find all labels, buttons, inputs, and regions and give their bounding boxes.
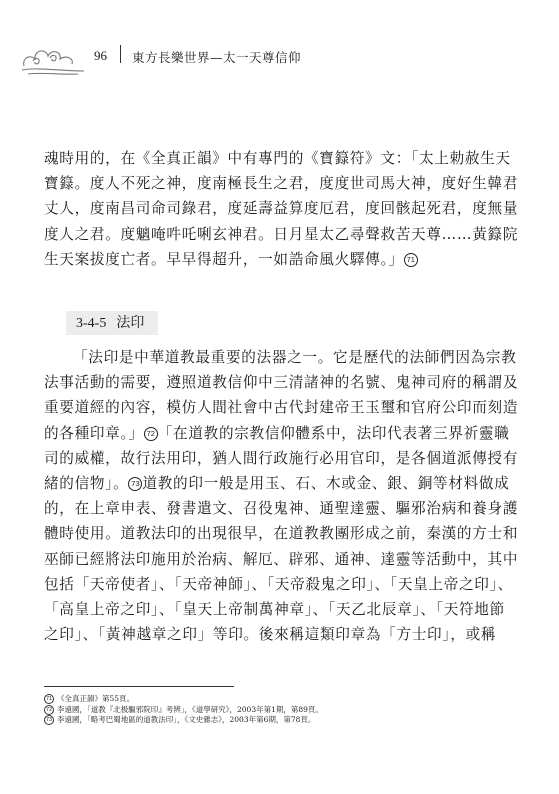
footnote-ref[interactable]: 73 [128, 477, 142, 491]
paragraph-text: 道教的印一般是用玉、石、木或金、銀、銅等材料做成的，在上章申表、發書遣文、召役鬼神、通聖達靈、驅邪治病和養身護體時使用。道教法印的出現很早，在道教教團形成之前，秦漢的方士和巫師已經將法印施用於治病、解厄、辟邪、通神、達靈等活動中，其中包括「天帝使者」、「天帝神師」、「天帝殺鬼之印」、「天皇上帝之印」、「高皇上帝之印」、「皇天上帝制萬神章」、「天乙北辰章」、「天符地節之印」、「黃神越章之印」等印。後來稱這類印章為「方士印」，或稱 [44, 475, 519, 644]
footnote-number: 72 [45, 706, 53, 713]
paragraph-1 [44, 146, 519, 272]
section-title: 法印 [116, 315, 145, 331]
paragraph-text: 「法印是中華道教最重要的法器之一。它是歷代的法師們因為宗教法事活動的需要，遵照道教信仰中三清諸神的名號、鬼神司府的稱謂及重要道經的內容，模仿人間社會中古代封建帝王玉璽和官府公印而刻造的各種印章。」 [44, 349, 519, 442]
footnote-text: 李遠國，「道教『北极驅邪院印』考辨」，《道學研究》，2003年第1期，第89頁。 [57, 704, 323, 714]
cloud-ornament-icon [20, 40, 86, 76]
footnote-number: 73 [45, 717, 53, 723]
footnote-item [44, 705, 323, 716]
footnote-text: 《全真正韻》第55頁。 [57, 694, 135, 703]
footnote-ref[interactable]: 71 [404, 253, 418, 267]
footnote-text: 李遠國，「略考巴蜀地區的道教法印」，《文史雜志》，2003年第6期，第78頁。 [57, 715, 316, 724]
paragraph-2 [44, 345, 519, 647]
running-header [20, 40, 540, 70]
footnote-ref[interactable]: 72 [144, 427, 158, 441]
footnotes [44, 694, 323, 726]
section-heading [66, 311, 158, 335]
footnote-number: 71 [45, 696, 53, 702]
page-number: 96 [94, 48, 107, 63]
book-title: 東方長樂世界—太一天尊信仰 [132, 50, 302, 65]
paragraph-text: 魂時用的，在《全真正韻》中有專門的《寶籙符》文：「太上勅赦生天寶籙。度人不死之神，度南極長生之君，度度世司馬大神，度好生韓君丈人，度南昌司命司錄君，度延壽益算度厄君，度回骸起死君，度無量度人之君。度魑唵吽吒唎玄神君。日月星太乙尋聲救苦天尊……黃籙院生天案拔度亡者。早早得超升，一如誥命風火驛傳。」 [44, 150, 519, 268]
paragraph-text: 「在道教的宗教信仰體系中，法印代表著三界祈靈職司的威權，故行法用印，猶人間行政施行必用官印，是各個道派傳授有緒的信物」。 [44, 424, 519, 493]
section-number: 3-4-5 [76, 316, 107, 331]
footnote-item [44, 694, 323, 705]
header-separator [120, 45, 121, 63]
footnote-item [44, 715, 323, 726]
footnote-divider [44, 686, 234, 687]
